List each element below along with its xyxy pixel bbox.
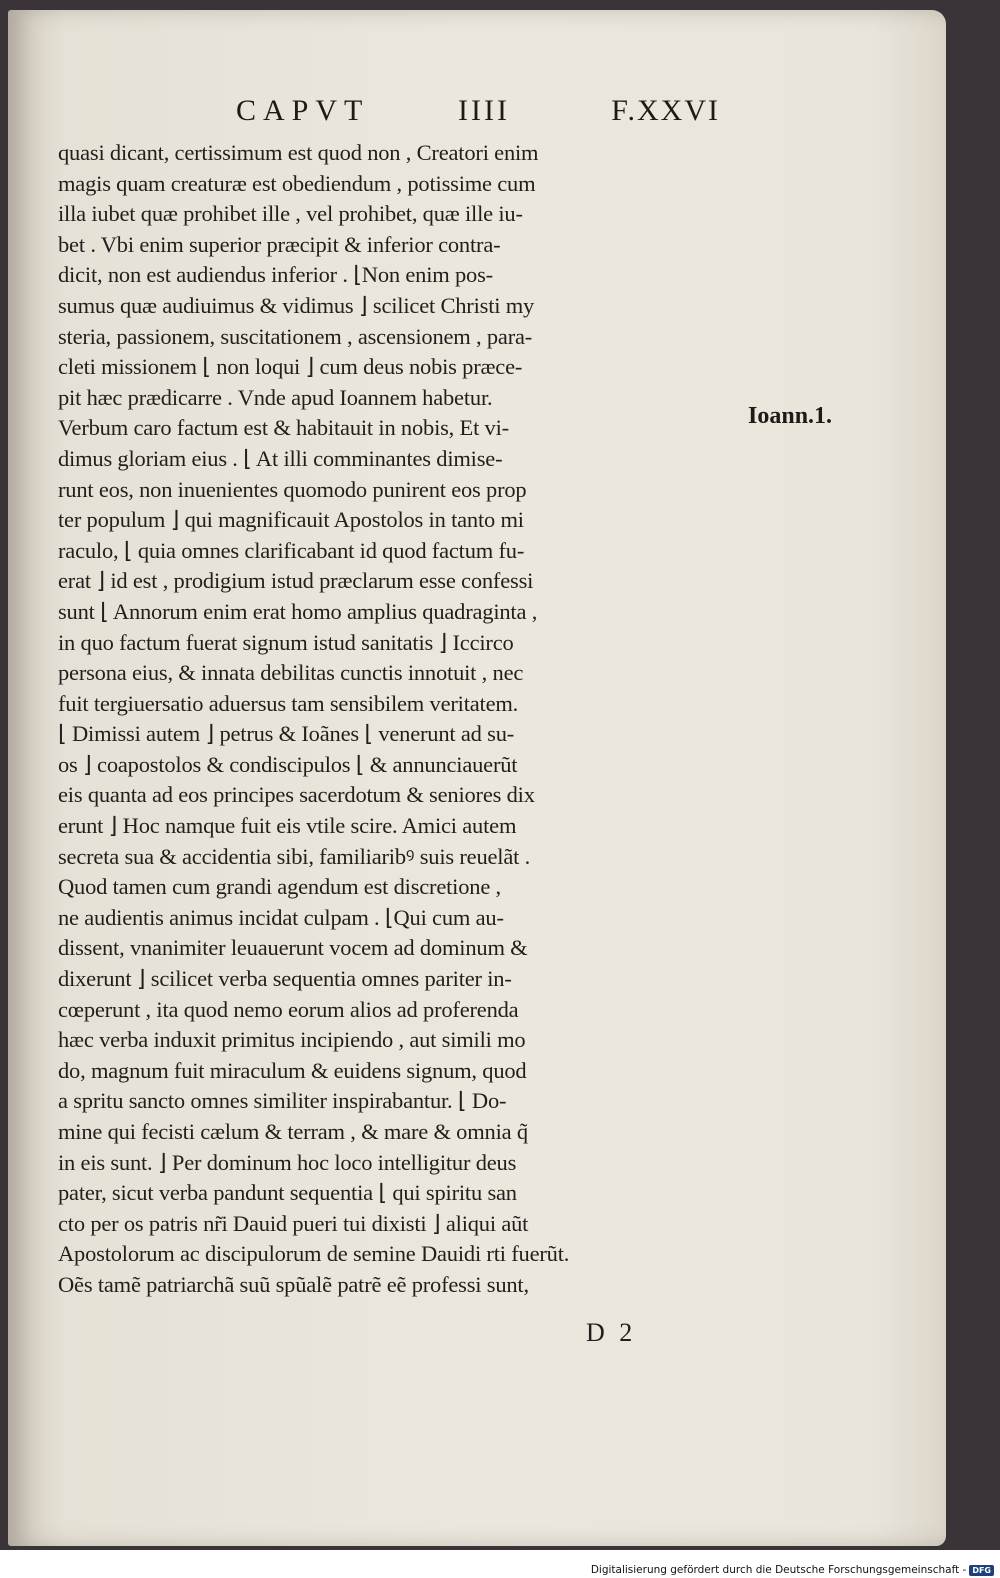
text-line: secreta sua & accidentia sibi, familiaribꝰ suis reuelãt . — [58, 843, 531, 869]
text-line: sunt ⌊ Annorum enim erat homo amplius quadraginta , — [58, 598, 538, 624]
text-line: in quo factum fuerat signum istud sanitatis ⌋ Iccirco — [58, 629, 514, 655]
signature-mark: D 2 — [586, 1318, 637, 1347]
text-line: cto per os patris nr̃i Dauid pueri tui dixisti ⌋ aliqui aũt — [58, 1210, 529, 1236]
text-line: quasi dicant, certissimum est quod non , Creatori enim — [58, 140, 539, 165]
text-line: pater, sicut verba pandunt sequentia ⌊ qui spiritu san — [58, 1180, 517, 1206]
text-line: os ⌋ coapostolos & condiscipulos ⌊ & annunciauerũt — [58, 751, 518, 777]
text-line: ne audientis animus incidat culpam . ⌊Qui cum au- — [58, 904, 504, 930]
text-line: persona eius, & innata debilitas cunctis innotuit , nec — [58, 660, 524, 686]
text-line: dimus gloriam eius . ⌊ At illi comminantes dimise- — [58, 445, 503, 471]
text-line: hæc verba induxit primitus incipiendo , aut simili mo — [58, 1027, 526, 1053]
text-line: do, magnum fuit miraculum & euidens signum, quod — [58, 1057, 527, 1083]
text-line: magis quam creaturæ est obediendum , potissime cum — [58, 170, 536, 196]
text-line: cleti missionem ⌊ non loqui ⌋ cum deus nobis præce- — [58, 354, 523, 380]
text-line: a spritu sancto omnes similiter inspirabantur. ⌊ Do- — [58, 1088, 507, 1114]
text-line: fuit tergiuersatio aduersus tam sensibilem veritatem. — [58, 690, 519, 716]
text-line: bet . Vbi enim superior præcipit & inferior contra- — [58, 231, 501, 257]
header-chapter: CAPVT — [236, 94, 370, 127]
text-line: steria, passionem, suscitationem , ascensionem , para- — [58, 323, 533, 349]
text-line: runt eos, non inuenientes quomodo punirent eos prop — [58, 476, 527, 502]
text-line: cœperunt , ita quod nemo eorum alios ad proferenda — [58, 996, 519, 1022]
body-text — [58, 138, 728, 1301]
dfg-logo: DFG — [969, 1565, 994, 1576]
running-header — [236, 94, 720, 134]
text-line: ter populum ⌋ qui magnificauit Apostolos in tanto mi — [58, 507, 524, 533]
header-folio: F.XXVI — [611, 94, 720, 127]
text-line: dissent, vnanimiter leuauerunt vocem ad dominum & — [58, 935, 528, 961]
text-line: dicit, non est audiendus inferior . ⌊Non enim pos- — [58, 262, 493, 288]
text-line: illa iubet quæ prohibet ille , vel prohibet, quæ ille iu- — [58, 201, 523, 227]
footer-text: Digitalisierung gefördert durch die Deutsche Forschungsgemeinschaft - — [590, 1564, 967, 1576]
text-line: Apostolorum ac discipulorum de semine Dauidi rti fuerũt. — [58, 1241, 570, 1267]
text-line: erat ⌋ id est , prodigium istud præclarum esse confessi — [58, 568, 534, 594]
text-line: Verbum caro factum est & habitauit in nobis, Et vi- — [58, 415, 509, 441]
header-chapter-number: IIII — [458, 94, 510, 127]
text-line: in eis sunt. ⌋ Per dominum hoc loco intelligitur deus — [58, 1149, 517, 1175]
text-line: eis quanta ad eos principes sacerdotum & seniores dix — [58, 782, 535, 808]
text-line: raculo, ⌊ quia omnes clarificabant id quod factum fu- — [58, 537, 525, 563]
text-line: dixerunt ⌋ scilicet verba sequentia omnes pariter in- — [58, 966, 512, 992]
text-line: mine qui fecisti cælum & terram , & mare & omnia q̃ — [58, 1119, 528, 1144]
text-line: sumus quæ audiuimus & vidimus ⌋ scilicet Christi my — [58, 292, 535, 318]
text-line: Oẽs tamẽ patriarchã suũ spũalẽ patrẽ eẽ professi sunt, — [58, 1271, 529, 1297]
book-page — [8, 10, 946, 1546]
digitization-footer — [591, 1564, 994, 1576]
text-line: pit hæc prædicarre . Vnde apud Ioannem habetur. — [58, 384, 493, 410]
text-line: Quod tamen cum grandi agendum est discretione , — [58, 874, 501, 900]
text-line: ⌊ Dimissi autem ⌋ petrus & Ioãnes ⌊ venerunt ad su- — [58, 721, 515, 747]
margin-note: Ioann.1. — [748, 403, 833, 429]
text-line: erunt ⌋ Hoc namque fuit eis vtile scire. Amici autem — [58, 813, 517, 839]
